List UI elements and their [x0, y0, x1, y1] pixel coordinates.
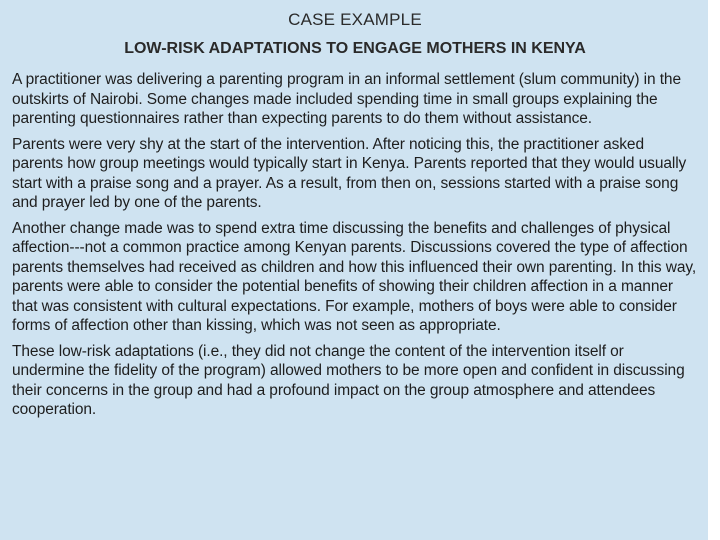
case-example-label: CASE EXAMPLE: [288, 10, 422, 29]
paragraph-3: Another change made was to spend extra time discussing the benefits and challenges of physical affection---not a common practice among Kenyan parents. Discussions covered the type of affection parents themselves had received as children and how this influenced their own parenting. In this way, parents were able to consider the potential benefits of showing their children affection in a manner that was consistent with cultural expectations. For example, mothers of boys were able to consider forms of affection other than kissing, which was not seen as appropriate.: [12, 219, 697, 334]
paragraph-2: Parents were very shy at the start of the intervention. After noticing this, the practitioner asked parents how group meetings would typically start in Kenya. Parents reported that they would usually start with a praise song and a prayer. As a result, from then on, sessions started with a praise song and prayer led by one of the parents.: [12, 135, 687, 211]
paragraph-4: These low-risk adaptations (i.e., they did not change the content of the intervention itself or undermine the fidelity of the program) allowed mothers to be more open and confident in discussing their concerns in the group and had a profound impact on the group atmosphere and attendees cooperation.: [12, 342, 685, 418]
case-example-title: LOW-RISK ADAPTATIONS TO ENGAGE MOTHERS IN KENYA: [124, 40, 586, 57]
paragraph-1: A practitioner was delivering a parenting program in an informal settlement (slum community) in the outskirts of Nairobi. Some changes made included spending time in small groups explaining the parenting questionnaires rather than expecting parents to do them without assistance.: [12, 71, 681, 127]
page-margin: [708, 0, 720, 540]
